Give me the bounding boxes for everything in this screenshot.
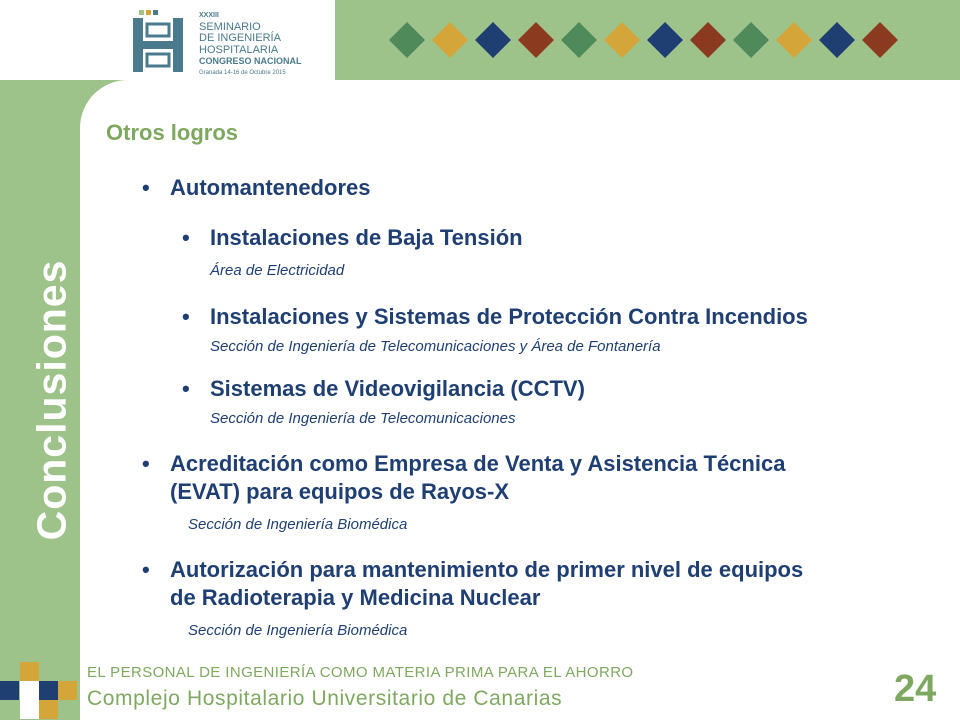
bullet-icon: •	[182, 225, 190, 250]
bullet-icon: •	[182, 376, 190, 401]
diamond-shape	[475, 22, 511, 58]
bullet-item	[142, 450, 786, 506]
bullet-icon: •	[182, 304, 190, 329]
bullet-label: Instalaciones y Sistemas de Protección Contra Incendios	[210, 304, 808, 329]
bullet-label: (EVAT) para equipos de Rayos-X	[170, 479, 510, 504]
diamond-shape	[561, 22, 597, 58]
bullet-subtitle: Sección de Ingeniería de Telecomunicaciones	[210, 410, 516, 427]
side-title: Conclusiones	[28, 259, 75, 541]
bullet-item	[142, 174, 371, 202]
bullet-label: Sistemas de Videovigilancia (CCTV)	[210, 376, 585, 401]
bullet-item	[182, 303, 808, 331]
diamond-shape	[733, 22, 769, 58]
section-title: Otros logros	[106, 120, 239, 145]
diamond-shape	[819, 22, 855, 58]
bullet-item	[142, 556, 804, 612]
bullet-label: Autorización para mantenimiento de primer nivel de equipos	[170, 557, 804, 582]
diamond-shape	[647, 22, 683, 58]
bullet-item	[182, 375, 585, 403]
logo-line: SEMINARIO	[199, 20, 261, 33]
bullet-label: Instalaciones de Baja Tensión	[210, 225, 523, 250]
diamond-shape	[518, 22, 554, 58]
diamond-shape	[604, 22, 640, 58]
bullet-subtitle: Área de Electricidad	[210, 262, 345, 279]
bullet-icon: •	[142, 175, 150, 200]
diamond-shape	[776, 22, 812, 58]
footer-institution: Complejo Hospitalario Universitario de Canarias	[87, 687, 563, 710]
footer-slogan: EL PERSONAL DE INGENIERÍA COMO MATERIA PRIMA PARA EL AHORRO	[87, 664, 634, 681]
diamond-shape	[389, 22, 425, 58]
bullet-label: de Radioterapia y Medicina Nuclear	[170, 585, 541, 610]
bullet-icon: •	[142, 451, 150, 476]
logo-line: DE INGENIERÍA	[199, 32, 281, 44]
bullet-icon: •	[142, 557, 150, 582]
logo-line: XXXIII	[199, 12, 219, 19]
logo-text	[199, 10, 302, 79]
diamond-shape	[862, 22, 898, 58]
decorative-diamonds	[385, 18, 915, 64]
bullet-subtitle: Sección de Ingeniería Biomédica	[188, 516, 408, 533]
diamond-shape	[432, 22, 468, 58]
bullet-item	[182, 224, 523, 252]
diamond-shape	[690, 22, 726, 58]
bullet-subtitle: Sección de Ingeniería Biomédica	[188, 622, 408, 639]
logo-line: Granada 14-16 de Octubre 2015	[199, 69, 286, 76]
page-number: 24	[894, 668, 937, 710]
bullet-label: Automantenedores	[170, 175, 371, 200]
logo-line: CONGRESO NACIONAL	[199, 56, 302, 66]
seminar-logo	[131, 8, 195, 74]
cross-logo-icon	[0, 662, 80, 720]
bullet-subtitle: Sección de Ingeniería de Telecomunicaciones y Área de Fontanería	[210, 338, 661, 355]
bullet-label: Acreditación como Empresa de Venta y Asistencia Técnica	[170, 451, 786, 476]
logo-line: HOSPITALARIA	[199, 43, 279, 56]
